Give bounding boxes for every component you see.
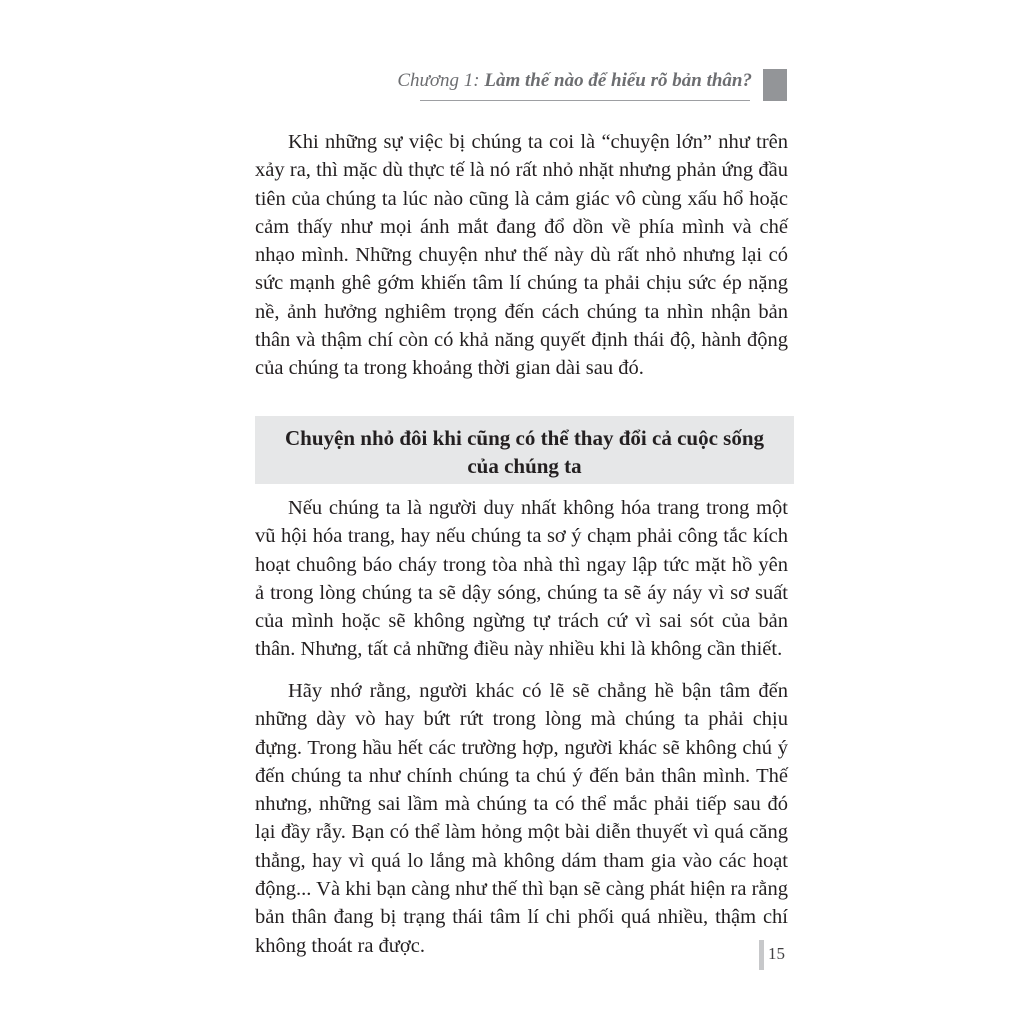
section-heading-box <box>255 416 794 484</box>
header-rule <box>420 100 750 101</box>
running-header <box>397 70 752 92</box>
header-tab-marker <box>763 69 787 101</box>
section-heading: Chuyện nhỏ đôi khi cũng có thể thay đổi cả cuộc sống của chúng ta <box>284 426 764 478</box>
chapter-title: Làm thế nào để hiểu rõ bản thân? <box>484 70 752 91</box>
page-number-box <box>759 940 788 970</box>
paragraph-3: Hãy nhớ rằng, người khác có lẽ sẽ chẳng hề bận tâm đến những dày vò hay bứt rứt trong lòng mà chúng ta phải chịu đựng. Trong hầu hết các trường hợp, người khác sẽ không chú ý đến chúng ta như chính chúng ta chú ý đến bản thân mình. Thế nhưng, những sai lầm mà chúng ta có thể mắc phải tiếp sau đó lại đầy rẫy. Bạn có thể làm hỏng một bài diễn thuyết vì quá căng thẳng, hay vì quá lo lắng mà không dám tham gia vào các hoạt động... Và khi bạn càng như thế thì bạn sẽ càng phát hiện ra rằng bản thân đang bị trạng thái tâm lí chi phối quá nhiều, thậm chí không thoát ra được. <box>255 680 788 957</box>
paragraph-1: Khi những sự việc bị chúng ta coi là “chuyện lớn” như trên xảy ra, thì mặc dù thực tế là nó rất nhỏ nhặt nhưng phản ứng đầu tiên của chúng ta lúc nào cũng là cảm giác vô cùng xấu hổ hoặc cảm thấy như mọi ánh mắt đang đổ dồn về phía mình và chế nhạo mình. Những chuyện như thế này dù rất nhỏ nhưng lại có sức mạnh ghê gớm khiến tâm lí chúng ta phải chịu sức ép nặng nề, ảnh hưởng nghiêm trọng đến cách chúng ta nhìn nhận bản thân và thậm chí còn có khả năng quyết định thái độ, hành động của chúng ta trong khoảng thời gian dài sau đó. <box>255 131 788 380</box>
chapter-number: Chương 1: <box>397 70 485 91</box>
page-number: 15 <box>768 944 785 963</box>
paragraph-2: Nếu chúng ta là người duy nhất không hóa trang trong một vũ hội hóa trang, hay nếu chúng ta sơ ý chạm phải công tắc kích hoạt chuông báo cháy trong tòa nhà thì ngay lập tức mặt hồ yên ả trong lòng chúng ta sẽ dậy sóng, chúng ta sẽ áy náy vì sơ suất của mình hoặc sẽ không ngừng tự trách cứ vì sai sót của bản thân. Nhưng, tất cả những điều này nhiều khi là không cần thiết. <box>255 497 788 661</box>
